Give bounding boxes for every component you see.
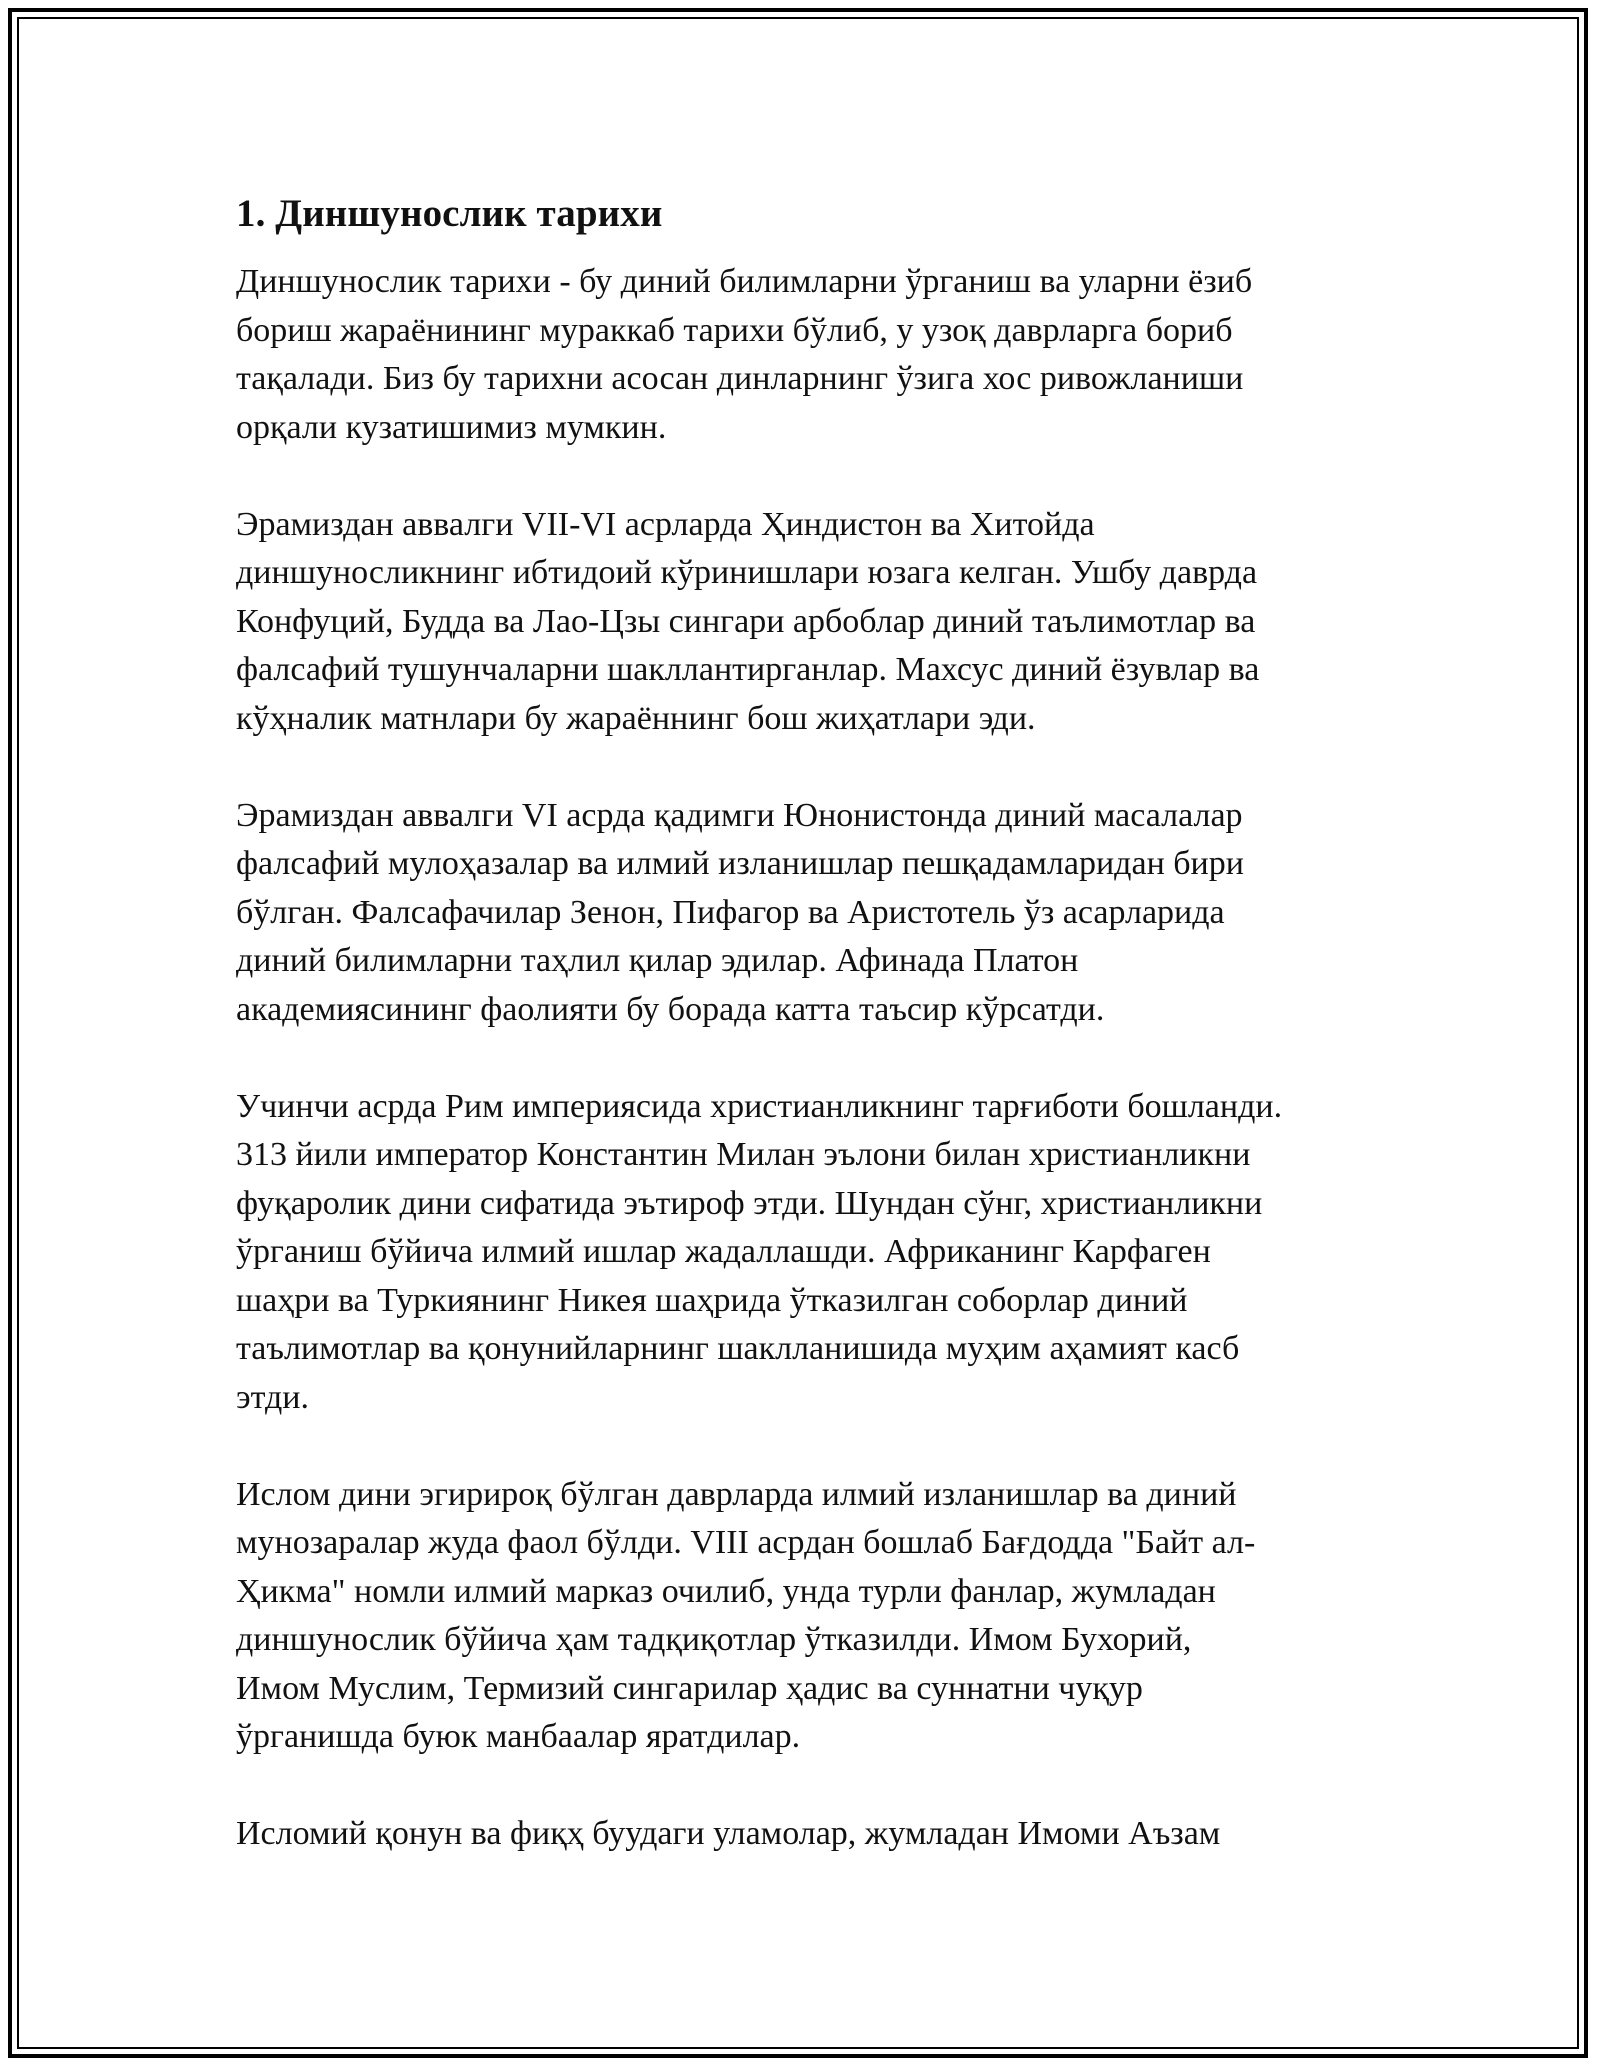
document-body xyxy=(236,190,1366,1907)
text-line: шаҳри ва Туркиянинг Никея шаҳрида ўтказилган соборлар диний xyxy=(236,1281,1188,1319)
text-line: фалсафий мулоҳазалар ва илмий изланишлар пешқадамларидан бири xyxy=(236,845,1244,882)
text-line: бориш жараёнининг мураккаб тарихи бўлиб, у узоқ даврларга бориб xyxy=(236,311,1233,349)
paragraph-islamic-law xyxy=(236,1810,1366,1859)
text-line: Эрамиздан аввалги VII-VI асрларда Ҳиндистон ва Хитойда xyxy=(236,505,1095,543)
paragraph-islam xyxy=(236,1471,1366,1762)
text-line: ўрганишда буюк манбаалар яратдилар. xyxy=(236,1718,801,1755)
paragraph-intro xyxy=(236,258,1366,452)
text-line: Ислом дини эгирироқ бўлган даврларда илмий изланишлар ва диний xyxy=(236,1475,1237,1513)
text-line: тақалади. Биз бу тарихни асосан динларнинг ўзига хос ривожланиши xyxy=(236,360,1244,397)
text-line: Эрамиздан аввалги VI асрда қадимги Юнонистонда диний масалалар xyxy=(236,796,1243,834)
text-line: фуқаролик дини сифатида эътироф этди. Шундан сўнг, христианликни xyxy=(236,1184,1263,1222)
text-line: фалсафий тушунчаларни шакллантирганлар. Махсус диний ёзувлар ва xyxy=(236,651,1260,688)
text-line: диний билимларни таҳлил қилар эдилар. Афинада Платон xyxy=(236,942,1079,979)
text-line: таълимотлар ва қонунийларнинг шаклланишида муҳим аҳамият касб xyxy=(236,1330,1240,1367)
text-line: диншуносликнинг ибтидоий кўринишлари юзага келган. Ушбу даврда xyxy=(236,554,1258,591)
text-line: академиясининг фаолияти бу борада катта таъсир кўрсатди. xyxy=(236,990,1105,1028)
paragraph-india-china xyxy=(236,501,1366,744)
text-line: Диншунослик тарихи - бу диний билимларни ўрганиш ва уларни ёзиб xyxy=(236,263,1253,300)
text-line: бўлган. Фалсафачилар Зенон, Пифагор ва Аристотель ўз асарларида xyxy=(236,893,1225,931)
section-heading: 1. Диншунослик тарихи xyxy=(236,192,663,235)
text-line: этди. xyxy=(236,1378,309,1416)
text-line: 313 йили император Константин Милан эълони билан христианликни xyxy=(236,1136,1251,1173)
text-line: Учинчи асрда Рим империясида христианликнинг тарғиботи бошланди. xyxy=(236,1087,1283,1125)
paragraph-rome xyxy=(236,1083,1366,1423)
text-line: Имом Муслим, Термизий сингарилар ҳадис ва суннатни чуқур xyxy=(236,1669,1143,1707)
text-line: диншунослик бўйича ҳам тадқиқотлар ўтказилди. Имом Бухорий, xyxy=(236,1621,1192,1658)
text-line: мунозаралар жуда фаол бўлди. VIII асрдан бошлаб Бағдодда "Байт ал- xyxy=(236,1524,1256,1561)
text-line: Конфуций, Будда ва Лао-Цзы сингари арбоблар диний таълимотлар ва xyxy=(236,602,1256,640)
text-line: ўрганиш бўйича илмий ишлар жадаллашди. Африканинг Карфаген xyxy=(236,1233,1211,1270)
text-line: Ҳикма" номли илмий марказ очилиб, унда турли фанлар, жумладан xyxy=(236,1572,1216,1610)
text-line: Исломий қонун ва фиқҳ буудаги уламолар, жумладан Имоми Аъзам xyxy=(236,1815,1221,1852)
text-line: орқали кузатишимиз мумкин. xyxy=(236,408,667,446)
text-line: кўҳналик матнлари бу жараённинг бош жиҳатлари эди. xyxy=(236,699,1036,737)
paragraph-greece xyxy=(236,792,1366,1035)
